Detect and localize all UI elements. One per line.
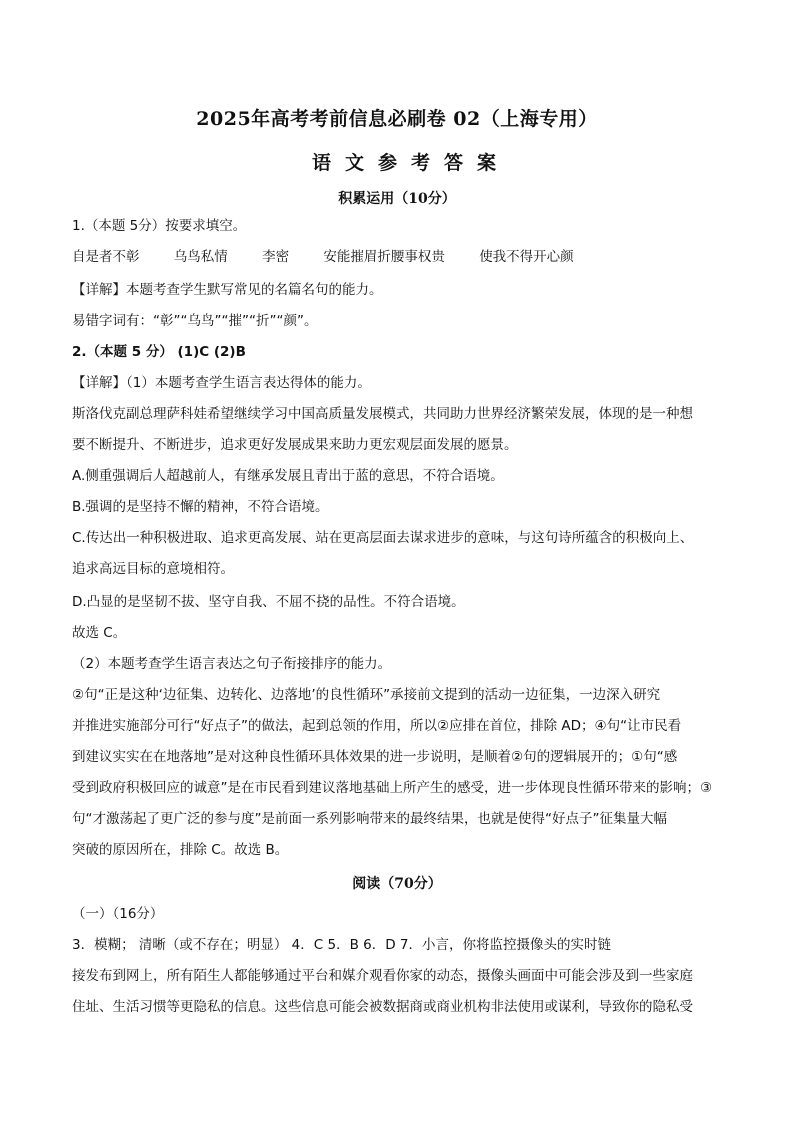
q3-line: 3．模糊； 清晰（或不存在；明显） 4．C 5．B 6．D 7．小言，你将监控摄像头的实时链 (72, 937, 611, 953)
q2-line: 要不断提升、不断进步，追求更好发展成果来助力更宏观层面发展的愿景。 (72, 437, 518, 453)
q1-answer-3: 李密 (262, 249, 290, 265)
q3-line: 接发布到网上，所有陌生人都能够通过平台和媒介观看你家的动态，摄像头画面中可能会涉及到一些家庭 (72, 968, 693, 984)
q3-line: 住址、生活习惯等更隐私的信息。这些信息可能会被数据商或商业机构非法使用或谋利，导致你的隐私受 (72, 999, 693, 1015)
q2-line: A.侧重强调后人超越前人，有继承发展且青出于蓝的意思，不符合语境。 (72, 468, 504, 484)
q1-answer-4: 安能摧眉折腰事权贵 (323, 249, 445, 265)
q2-line: ②句“正是这种‘边征集、边转化、边落地’的良性循环”承接前文提到的活动一边征集，一边深入研究 (72, 687, 661, 703)
q2-line: 受到政府积极回应的诚意”是在市民看到建议落地基础上所产生的感受，进一步体现良性循环带来的影响；③ (72, 780, 713, 796)
q1-stem: 1.（本题 5分）按要求填空。 (72, 218, 247, 234)
q2-line: （2）本题考查学生语言表达之句子衔接排序的能力。 (72, 656, 392, 672)
q1-answer-2: 乌鸟私情 (173, 249, 228, 265)
q2-line: D.凸显的是坚韧不拔、坚守自我、不屈不挠的品性。不符合语境。 (72, 594, 465, 610)
section-heading-accumulation: 积累运用（10分） (338, 191, 456, 207)
q2-line: 并推进实施部分可行“好点子”的做法，起到总领的作用，所以②应排在首位，排除 AD；④句“让市民看 (72, 718, 682, 734)
q2-line: 突破的原因所在，排除 C。故选 B。 (72, 842, 289, 858)
page-title: 2025年高考考前信息必刷卷 02（上海专用） (196, 108, 598, 130)
q2-line: 斯洛伐克副总理萨科娃希望继续学习中国高质量发展模式，共同助力世界经济繁荣发展，体现的是一种想 (72, 406, 693, 422)
section-heading-reading: 阅读（70分） (352, 876, 442, 892)
page-subtitle: 语文参考答案 (311, 152, 510, 174)
q1-answers (72, 247, 574, 267)
q2-line: B.强调的是坚持不懈的精神，不符合语境。 (72, 499, 329, 515)
q1-answer-5: 使我不得开心颜 (479, 249, 574, 265)
q2-line: 到建议实实在在地落地”是对这种良性循环具体效果的进一步说明，是顺着②句的逻辑展开的；①句“感 (72, 749, 678, 765)
q1-answer-1: 自是者不彰 (72, 249, 140, 265)
q1-typos: 易错字词有：“彰”“乌鸟”“摧”“折”“颜”。 (72, 313, 318, 329)
q1-detail: 【详解】本题考查学生默写常见的名篇名句的能力。 (72, 282, 383, 298)
q2-line: 句“才激荡起了更广泛的参与度”是前面一系列影响带来的最终结果，也就是使得“好点子”征集量大幅 (72, 811, 667, 827)
q2-stem: 2.（本题 5 分） (1)C (2)B (72, 344, 246, 360)
q2-line: C.传达出一种积极进取、追求更高发展、站在更高层面去谋求进步的意味，与这句诗所蕴含的积极向上、 (72, 530, 694, 546)
q2-line: 【详解】（1）本题考查学生语言表达得体的能力。 (72, 375, 371, 391)
q2-line: 追求高远目标的意境相符。 (72, 561, 234, 577)
q2-line: 故选 C。 (72, 625, 127, 641)
reading-part-1-heading: （一）（16分） (72, 906, 164, 922)
